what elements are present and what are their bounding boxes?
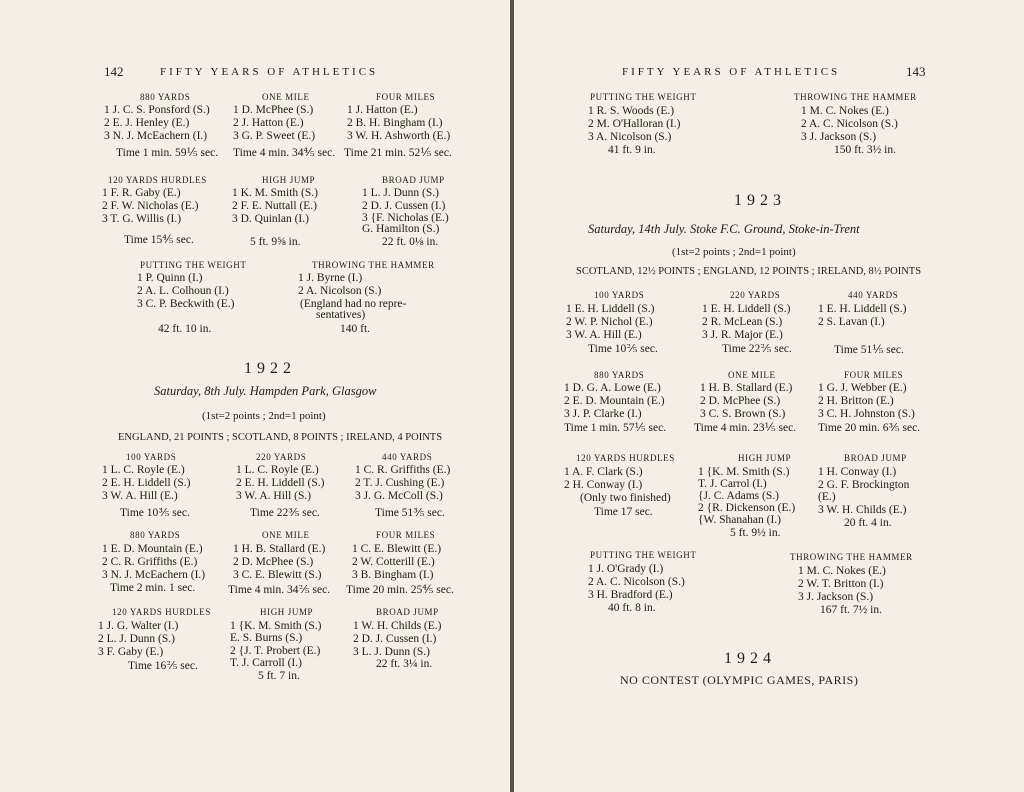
event-performance: Time 20 min. 6⅗ sec. bbox=[818, 422, 921, 434]
result-line: 3 C. E. Blewitt (S.) bbox=[233, 569, 322, 581]
event-performance: Time 4 min. 34⅖ sec. bbox=[228, 584, 331, 596]
event-performance: Time 22⅖ sec. bbox=[722, 343, 792, 355]
event-title: PUTTING THE WEIGHT bbox=[140, 260, 247, 270]
result-line: 1 J. C. S. Ponsford (S.) bbox=[104, 104, 210, 116]
event-title: BROAD JUMP bbox=[382, 175, 445, 185]
left-page bbox=[0, 0, 510, 792]
result-line: 1 A. F. Clark (S.) bbox=[564, 466, 643, 478]
meet-venue: Saturday, 8th July. Hampden Park, Glasgow bbox=[154, 384, 377, 398]
event-performance: Time 51⅕ sec. bbox=[834, 344, 904, 356]
event-performance: Time 21 min. 52⅕ sec. bbox=[344, 147, 452, 159]
result-line: 2 A. Nicolson (S.) bbox=[298, 285, 382, 297]
result-line: 1 D. G. A. Lowe (E.) bbox=[564, 382, 661, 394]
event-title: 440 YARDS bbox=[848, 290, 899, 300]
result-line: (Only two finished) bbox=[580, 492, 671, 504]
result-line: 1 E. D. Mountain (E.) bbox=[102, 543, 203, 555]
result-line: 3 W. A. Hill (S.) bbox=[236, 490, 312, 502]
event-performance: Time 51⅗ sec. bbox=[375, 507, 445, 519]
event-performance: 20 ft. 4 in. bbox=[844, 517, 892, 529]
result-line: 1 M. C. Nokes (E.) bbox=[801, 105, 889, 117]
result-line: 1 G. J. Webber (E.) bbox=[818, 382, 907, 394]
result-line: 1 W. H. Childs (E.) bbox=[353, 620, 442, 632]
result-line: 3 C. S. Brown (S.) bbox=[700, 408, 786, 420]
result-line: 3 J. P. Clarke (I.) bbox=[564, 408, 642, 420]
event-title: THROWING THE HAMMER bbox=[312, 260, 435, 270]
event-performance: Time 10⅖ sec. bbox=[588, 343, 658, 355]
result-line: 1 E. H. Liddell (S.) bbox=[818, 303, 907, 315]
result-line: 2 D. J. Cussen (I.) bbox=[353, 633, 437, 645]
result-line: 3 J. Jackson (S.) bbox=[801, 131, 877, 143]
event-performance: Time 15⅘ sec. bbox=[124, 234, 194, 246]
result-line: 3 C. H. Johnston (S.) bbox=[818, 408, 915, 420]
event-performance: 5 ft. 9⅝ in. bbox=[250, 236, 301, 248]
event-title: BROAD JUMP bbox=[844, 453, 907, 463]
event-performance: 42 ft. 10 in. bbox=[158, 323, 212, 335]
event-performance: 41 ft. 9 in. bbox=[608, 144, 656, 156]
result-line: sentatives) bbox=[316, 309, 366, 321]
result-line: 2 C. R. Griffiths (E.) bbox=[102, 556, 198, 568]
result-line: 1 J. Hatton (E.) bbox=[347, 104, 418, 116]
event-title: 440 YARDS bbox=[382, 452, 433, 462]
event-title: 120 YARDS HURDLES bbox=[108, 175, 207, 185]
event-title: 220 YARDS bbox=[730, 290, 781, 300]
event-title: BROAD JUMP bbox=[376, 607, 439, 617]
result-line: 2 F. W. Nicholas (E.) bbox=[102, 200, 199, 212]
result-line: 2 W. P. Nichol (E.) bbox=[566, 316, 653, 328]
result-line: 3 C. P. Beckwith (E.) bbox=[137, 298, 235, 310]
result-line: 2 {R. Dickenson (E.) bbox=[698, 502, 796, 514]
result-line: 3 G. P. Sweet (E.) bbox=[233, 130, 316, 142]
result-line: 3 B. Bingham (I.) bbox=[352, 569, 434, 581]
result-line: 1 H. B. Stallard (E.) bbox=[233, 543, 326, 555]
result-line: 1 C. E. Blewitt (E.) bbox=[352, 543, 442, 555]
result-line: 1 L. C. Royle (E.) bbox=[236, 464, 319, 476]
right-page bbox=[514, 0, 1024, 792]
event-performance: Time 4 min. 23⅕ sec. bbox=[694, 422, 797, 434]
result-line: 2 L. J. Dunn (S.) bbox=[98, 633, 175, 645]
result-line: 2 G. F. Brockington bbox=[818, 479, 910, 491]
event-performance: Time 4 min. 34⅘ sec. bbox=[233, 147, 336, 159]
result-line: 1 J. G. Walter (I.) bbox=[98, 620, 179, 632]
result-line: (E.) bbox=[818, 491, 836, 503]
event-title: PUTTING THE WEIGHT bbox=[590, 92, 697, 102]
event-performance: 150 ft. 3½ in. bbox=[834, 144, 896, 156]
event-performance: Time 10⅗ sec. bbox=[120, 507, 190, 519]
result-line: {J. C. Adams (S.) bbox=[698, 490, 779, 502]
event-title: HIGH JUMP bbox=[262, 175, 316, 185]
result-line: 2 B. H. Bingham (I.) bbox=[347, 117, 443, 129]
event-title: THROWING THE HAMMER bbox=[794, 92, 917, 102]
event-title: FOUR MILES bbox=[376, 530, 436, 540]
result-line: G. Hamilton (S.) bbox=[362, 223, 440, 235]
event-performance: Time 17 sec. bbox=[594, 506, 653, 518]
result-line: {W. Shanahan (I.) bbox=[698, 514, 782, 526]
result-line: 2 A. C. Nicolson (S.) bbox=[801, 118, 898, 130]
result-line: 2 T. J. Cushing (E.) bbox=[355, 477, 445, 489]
result-line: 3 J. G. McColl (S.) bbox=[355, 490, 443, 502]
event-performance: 167 ft. 7½ in. bbox=[820, 604, 882, 616]
result-line: T. J. Carroll (I.) bbox=[230, 657, 302, 669]
event-performance: 22 ft. 3¼ in. bbox=[376, 658, 433, 670]
event-performance: Time 2 min. 1 sec. bbox=[110, 582, 196, 594]
event-performance: 5 ft. 9½ in. bbox=[730, 527, 781, 539]
event-title: 120 YARDS HURDLES bbox=[576, 453, 675, 463]
page-number: 142 bbox=[104, 64, 124, 79]
meet-year: 1922 bbox=[244, 360, 296, 377]
points-rule: (1st=2 points ; 2nd=1 point) bbox=[672, 246, 796, 258]
result-line: 3 W. A. Hill (E.) bbox=[566, 329, 642, 341]
result-line: 3 A. Nicolson (S.) bbox=[588, 131, 672, 143]
result-line: 3 N. J. McEachern (I.) bbox=[104, 130, 208, 142]
event-title: 100 YARDS bbox=[126, 452, 177, 462]
result-line: 1 D. McPhee (S.) bbox=[233, 104, 314, 116]
result-line: 1 {K. M. Smith (S.) bbox=[698, 466, 790, 478]
result-line: 2 D. J. Cussen (I.) bbox=[362, 200, 446, 212]
meet-year: 1924 bbox=[724, 650, 776, 667]
result-line: 3 N. J. McEachern (I.) bbox=[102, 569, 206, 581]
event-title: ONE MILE bbox=[262, 92, 310, 102]
event-title: ONE MILE bbox=[262, 530, 310, 540]
result-line: 1 K. M. Smith (S.) bbox=[232, 187, 318, 199]
points-rule: (1st=2 points ; 2nd=1 point) bbox=[202, 410, 326, 422]
result-line: 2 E. H. Liddell (S.) bbox=[236, 477, 325, 489]
result-line: 1 L. C. Royle (E.) bbox=[102, 464, 185, 476]
event-performance: 5 ft. 7 in. bbox=[258, 670, 300, 682]
event-title: ONE MILE bbox=[728, 370, 776, 380]
result-line: (England had no repre- bbox=[300, 298, 407, 310]
result-line: 1 P. Quinn (I.) bbox=[137, 272, 203, 284]
result-line: 3 H. Bradford (E.) bbox=[588, 589, 673, 601]
event-performance: 40 ft. 8 in. bbox=[608, 602, 656, 614]
result-line: 2 A. C. Nicolson (S.) bbox=[588, 576, 685, 588]
result-line: 3 T. G. Willis (I.) bbox=[102, 213, 182, 225]
event-title: 880 YARDS bbox=[140, 92, 191, 102]
event-performance: 22 ft. 0⅛ in. bbox=[382, 236, 439, 248]
running-head: FIFTY YEARS OF ATHLETICS bbox=[622, 66, 841, 78]
event-title: PUTTING THE WEIGHT bbox=[590, 550, 697, 560]
result-line: 2 M. O'Halloran (I.) bbox=[588, 118, 681, 130]
result-line: 2 E. D. Mountain (E.) bbox=[564, 395, 665, 407]
meet-score: ENGLAND, 21 POINTS ; SCOTLAND, 8 POINTS ; IRELAND, 4 POINTS bbox=[118, 432, 443, 443]
result-line: E. S. Burns (S.) bbox=[230, 632, 303, 644]
event-performance: Time 20 min. 25⅘ sec. bbox=[346, 584, 454, 596]
result-line: 2 J. Hatton (E.) bbox=[233, 117, 304, 129]
event-performance: Time 1 min. 59⅕ sec. bbox=[116, 147, 219, 159]
result-line: 1 E. H. Liddell (S.) bbox=[566, 303, 655, 315]
result-line: 2 E. J. Henley (E.) bbox=[104, 117, 190, 129]
event-title: 220 YARDS bbox=[256, 452, 307, 462]
result-line: 3 J. Jackson (S.) bbox=[798, 591, 874, 603]
result-line: 3 F. Gaby (E.) bbox=[98, 646, 164, 658]
result-line: 2 D. McPhee (S.) bbox=[700, 395, 781, 407]
result-line: 1 M. C. Nokes (E.) bbox=[798, 565, 886, 577]
result-line: 1 H. B. Stallard (E.) bbox=[700, 382, 793, 394]
result-line: 1 L. J. Dunn (S.) bbox=[362, 187, 439, 199]
meet-year: 1923 bbox=[734, 192, 786, 209]
result-line: 1 {K. M. Smith (S.) bbox=[230, 620, 322, 632]
result-line: 1 J. O'Grady (I.) bbox=[588, 563, 664, 575]
result-line: 3 D. Quinlan (I.) bbox=[232, 213, 309, 225]
event-title: FOUR MILES bbox=[376, 92, 436, 102]
running-head: FIFTY YEARS OF ATHLETICS bbox=[160, 66, 379, 78]
result-line: 2 E. H. Liddell (S.) bbox=[102, 477, 191, 489]
event-title: 880 YARDS bbox=[594, 370, 645, 380]
result-line: T. J. Carrol (I.) bbox=[698, 478, 767, 490]
result-line: 2 R. McLean (S.) bbox=[702, 316, 783, 328]
page-number: 143 bbox=[906, 64, 926, 79]
result-line: 1 F. R. Gaby (E.) bbox=[102, 187, 181, 199]
event-title: FOUR MILES bbox=[844, 370, 904, 380]
result-line: 2 F. E. Nuttall (E.) bbox=[232, 200, 317, 212]
result-line: 2 H. Britton (E.) bbox=[818, 395, 894, 407]
event-performance: Time 16⅖ sec. bbox=[128, 660, 198, 672]
meet-venue: Saturday, 14th July. Stoke F.C. Ground, Stoke-in-Trent bbox=[588, 222, 860, 236]
result-line: 1 J. Byrne (I.) bbox=[298, 272, 363, 284]
result-line: 2 D. McPhee (S.) bbox=[233, 556, 314, 568]
event-title: HIGH JUMP bbox=[260, 607, 314, 617]
result-line: 2 {J. T. Probert (E.) bbox=[230, 645, 321, 657]
result-line: 1 E. H. Liddell (S.) bbox=[702, 303, 791, 315]
meet-score: SCOTLAND, 12½ POINTS ; ENGLAND, 12 POINTS ; IRELAND, 8½ POINTS bbox=[576, 266, 922, 277]
result-line: 3 {F. Nicholas (E.) bbox=[362, 212, 449, 224]
result-line: 1 C. R. Griffiths (E.) bbox=[355, 464, 451, 476]
result-line: 3 J. R. Major (E.) bbox=[702, 329, 783, 341]
result-line: 2 S. Lavan (I.) bbox=[818, 316, 885, 328]
result-line: 3 W. H. Childs (E.) bbox=[818, 504, 907, 516]
no-contest-note: NO CONTEST (OLYMPIC GAMES, PARIS) bbox=[620, 673, 859, 687]
event-title: 880 YARDS bbox=[130, 530, 181, 540]
result-line: 3 L. J. Dunn (S.) bbox=[353, 646, 430, 658]
event-performance: Time 22⅗ sec. bbox=[250, 507, 320, 519]
result-line: 3 W. A. Hill (E.) bbox=[102, 490, 178, 502]
result-line: 3 W. H. Ashworth (E.) bbox=[347, 130, 451, 142]
result-line: 1 H. Conway (I.) bbox=[818, 466, 897, 478]
event-performance: 140 ft. bbox=[340, 323, 371, 335]
result-line: 2 W. T. Britton (I.) bbox=[798, 578, 884, 590]
event-title: HIGH JUMP bbox=[738, 453, 792, 463]
result-line: 2 A. L. Colhoun (I.) bbox=[137, 285, 229, 297]
event-title: 100 YARDS bbox=[594, 290, 645, 300]
event-title: THROWING THE HAMMER bbox=[790, 552, 913, 562]
result-line: 2 H. Conway (I.) bbox=[564, 479, 643, 491]
result-line: 2 W. Cotterill (E.) bbox=[352, 556, 435, 568]
result-line: 1 R. S. Woods (E.) bbox=[588, 105, 675, 117]
event-title: 120 YARDS HURDLES bbox=[112, 607, 211, 617]
event-performance: Time 1 min. 57⅕ sec. bbox=[564, 422, 667, 434]
